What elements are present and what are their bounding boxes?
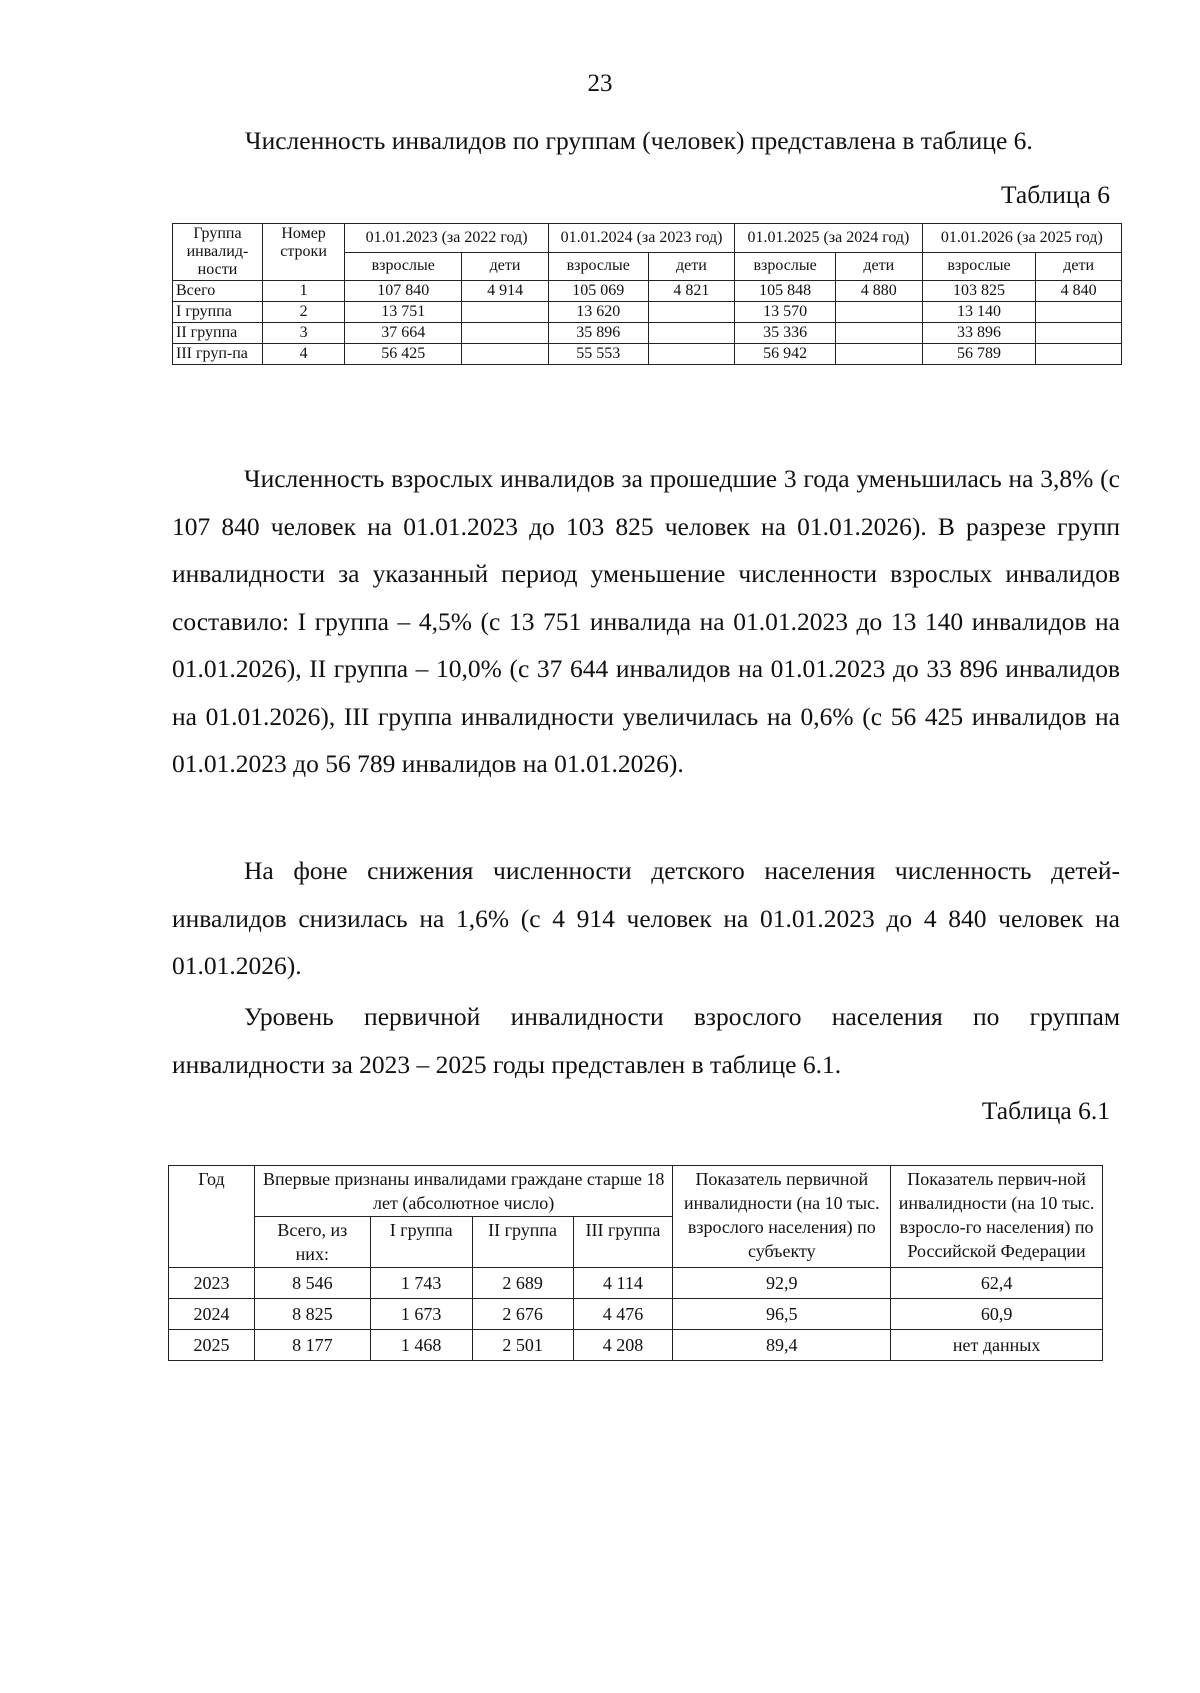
period-header: 01.01.2025 (за 2024 год) bbox=[735, 224, 922, 253]
value-cell bbox=[648, 323, 735, 344]
children-header: дети bbox=[1036, 252, 1122, 281]
group-2-cell: 2 676 bbox=[472, 1299, 573, 1330]
group-3-cell: 4 114 bbox=[573, 1268, 673, 1299]
table-6-1 bbox=[168, 1165, 1103, 1361]
value-cell bbox=[835, 323, 922, 344]
adults-header: взрослые bbox=[548, 252, 648, 281]
children-header: дети bbox=[462, 252, 549, 281]
group-cell: III груп-па bbox=[173, 344, 263, 365]
group-3-header: III группа bbox=[573, 1217, 673, 1268]
subject-rate-cell: 96,5 bbox=[673, 1299, 891, 1330]
value-cell: 4 914 bbox=[462, 281, 549, 302]
value-cell: 13 570 bbox=[735, 302, 836, 323]
subject-rate-header: Показатель первичной инвалидности (на 10 тыс. взрослого населения) по субъекту bbox=[673, 1166, 891, 1268]
page-number: 23 bbox=[587, 70, 613, 97]
value-cell: 56 789 bbox=[922, 344, 1036, 365]
value-cell bbox=[462, 323, 549, 344]
group-2-cell: 2 689 bbox=[472, 1268, 573, 1299]
group-3-cell: 4 208 bbox=[573, 1330, 673, 1361]
total-cell: 8 546 bbox=[254, 1268, 370, 1299]
subject-rate-cell: 89,4 bbox=[673, 1330, 891, 1361]
group-cell: I группа bbox=[173, 302, 263, 323]
rf-rate-cell: 60,9 bbox=[891, 1299, 1103, 1330]
group-2-cell: 2 501 bbox=[472, 1330, 573, 1361]
value-cell bbox=[1036, 302, 1122, 323]
adults-header: взрослые bbox=[345, 252, 462, 281]
intro-sentence: Численность инвалидов по группам (человек) представлена в таблице 6. bbox=[245, 126, 1033, 155]
value-cell: 35 896 bbox=[548, 323, 648, 344]
value-cell bbox=[462, 344, 549, 365]
paragraph-children-change bbox=[172, 847, 1120, 990]
value-cell bbox=[835, 344, 922, 365]
period-header: 01.01.2024 (за 2023 год) bbox=[548, 224, 734, 253]
value-cell: 56 942 bbox=[735, 344, 836, 365]
value-cell: 4 821 bbox=[648, 281, 735, 302]
value-cell: 105 848 bbox=[735, 281, 836, 302]
group-cell: II группа bbox=[173, 323, 263, 344]
value-cell: 33 896 bbox=[922, 323, 1036, 344]
children-header: дети bbox=[648, 252, 735, 281]
row-number-cell: 4 bbox=[262, 344, 344, 365]
adults-header: взрослые bbox=[735, 252, 836, 281]
paragraph-adults-change bbox=[172, 455, 1120, 788]
group-cell: Всего bbox=[173, 281, 263, 302]
paragraph-text: Уровень первичной инвалидности взрослого населения по группам инвалидности за 2023 – 2025 годы представлен в таблице 6.1. bbox=[172, 1002, 1120, 1079]
table-row bbox=[173, 344, 1122, 365]
table-row bbox=[173, 281, 1122, 302]
table-6 bbox=[172, 223, 1122, 365]
value-cell: 4 840 bbox=[1036, 281, 1122, 302]
value-cell: 103 825 bbox=[922, 281, 1036, 302]
value-cell bbox=[462, 302, 549, 323]
table-row bbox=[173, 323, 1122, 344]
row-number-cell: 1 bbox=[262, 281, 344, 302]
row-number-cell: 3 bbox=[262, 323, 344, 344]
year-cell: 2024 bbox=[169, 1299, 255, 1330]
value-cell: 37 664 bbox=[345, 323, 462, 344]
table-6-caption: Таблица 6 bbox=[1000, 180, 1110, 209]
group-3-cell: 4 476 bbox=[573, 1299, 673, 1330]
value-cell bbox=[1036, 323, 1122, 344]
first-recognized-header: Впервые признаны инвалидами граждане старше 18 лет (абсолютное число) bbox=[254, 1166, 673, 1217]
table-row bbox=[169, 1268, 1103, 1299]
value-cell: 56 425 bbox=[345, 344, 462, 365]
value-cell: 4 880 bbox=[835, 281, 922, 302]
rf-rate-cell: нет данных bbox=[891, 1330, 1103, 1361]
rf-rate-cell: 62,4 bbox=[891, 1268, 1103, 1299]
value-cell: 13 140 bbox=[922, 302, 1036, 323]
value-cell bbox=[648, 302, 735, 323]
value-cell: 13 620 bbox=[548, 302, 648, 323]
value-cell bbox=[835, 302, 922, 323]
table-6-header-row bbox=[173, 224, 1122, 253]
group-1-cell: 1 468 bbox=[370, 1330, 472, 1361]
row-number-cell: 2 bbox=[262, 302, 344, 323]
value-cell: 35 336 bbox=[735, 323, 836, 344]
adults-header: взрослые bbox=[922, 252, 1036, 281]
period-header: 01.01.2023 (за 2022 год) bbox=[345, 224, 549, 253]
year-cell: 2025 bbox=[169, 1330, 255, 1361]
group-header: Группа инвалид-ности bbox=[173, 224, 263, 281]
year-cell: 2023 bbox=[169, 1268, 255, 1299]
value-cell bbox=[648, 344, 735, 365]
paragraph-text: На фоне снижения численности детского населения численность детей-инвалидов снизилась на 1,6% (с 4 914 человек на 01.01.2023 до 4 840 человек на 01.01.2026). bbox=[172, 856, 1120, 980]
table-row bbox=[173, 302, 1122, 323]
table-row bbox=[169, 1330, 1103, 1361]
rf-rate-header: Показатель первич-ной инвалидности (на 10 тыс. взросло-го населения) по Российской Федерации bbox=[891, 1166, 1103, 1268]
children-header: дети bbox=[835, 252, 922, 281]
paragraph-text: Численность взрослых инвалидов за прошедшие 3 года уменьшилась на 3,8% (с 107 840 человек на 01.01.2023 до 103 825 человек на 01.01.2026). В разрезе групп инвалидности за указанный период уменьшение численности взрослых инвалидов составило: I группа – 4,5% (с 13 751 инвалида на 01.01.2023 до 13 140 инвалидов на 01.01.2026), II группа – 10,0% (с 37 644 инвалидов на 01.01.2023 до 33 896 инвалидов на 01.01.2026), III группа инвалидности увеличилась на 0,6% (с 56 425 инвалидов на 01.01.2023 до 56 789 инвалидов на 01.01.2026). bbox=[172, 464, 1120, 778]
table-6-1-header-row bbox=[169, 1166, 1103, 1217]
row-number-header: Номер строки bbox=[262, 224, 344, 281]
table-6-1-caption: Таблица 6.1 bbox=[981, 1096, 1110, 1125]
group-1-cell: 1 673 bbox=[370, 1299, 472, 1330]
total-cell: 8 825 bbox=[254, 1299, 370, 1330]
period-header: 01.01.2026 (за 2025 год) bbox=[922, 224, 1121, 253]
year-header: Год bbox=[169, 1166, 255, 1268]
total-cell: 8 177 bbox=[254, 1330, 370, 1361]
subject-rate-cell: 92,9 bbox=[673, 1268, 891, 1299]
total-header: Всего, из них: bbox=[254, 1217, 370, 1268]
value-cell: 55 553 bbox=[548, 344, 648, 365]
group-2-header: II группа bbox=[472, 1217, 573, 1268]
group-1-cell: 1 743 bbox=[370, 1268, 472, 1299]
group-1-header: I группа bbox=[370, 1217, 472, 1268]
value-cell bbox=[1036, 344, 1122, 365]
paragraph-table-6-1-intro bbox=[172, 993, 1120, 1088]
table-row bbox=[169, 1299, 1103, 1330]
value-cell: 13 751 bbox=[345, 302, 462, 323]
value-cell: 105 069 bbox=[548, 281, 648, 302]
value-cell: 107 840 bbox=[345, 281, 462, 302]
